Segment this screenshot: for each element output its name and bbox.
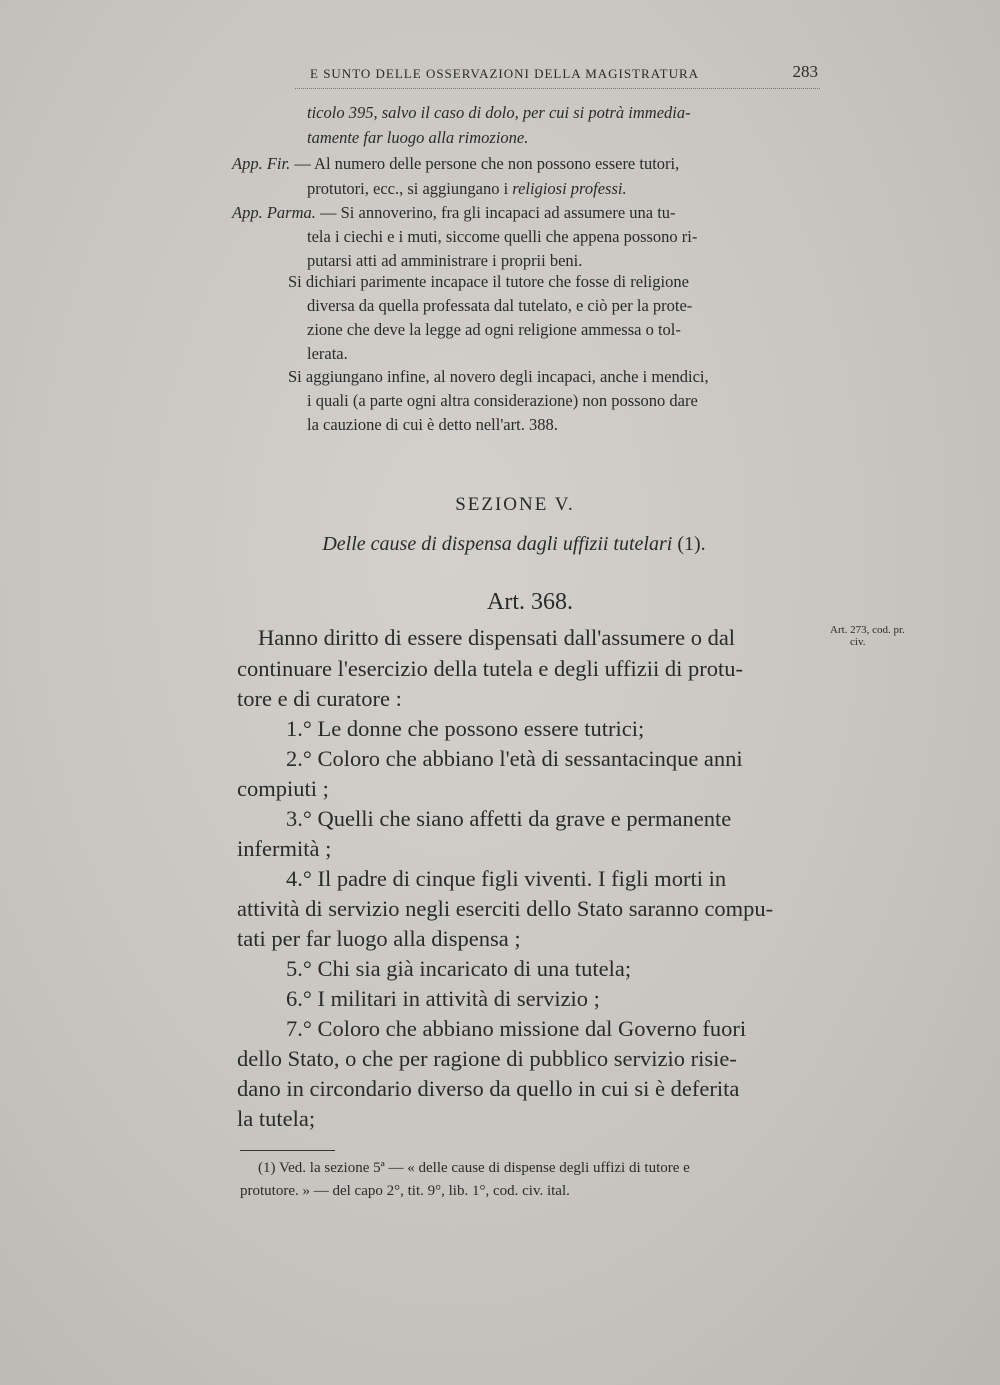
obs-fir-line-1 [232, 151, 679, 176]
footnote-rule [240, 1150, 335, 1151]
article-line: la tutela; [237, 1106, 316, 1131]
obs-p2-line-3: zione che deve la legge ad ogni religione ammessa o tol- [307, 320, 681, 339]
running-header [295, 62, 820, 89]
article-item-1: 1.° Le donne che possono essere tutrici; [286, 716, 645, 741]
article-item-5: 5.° Chi sia già incaricato di una tutela; [286, 956, 632, 981]
article-item-2: 2.° Coloro che abbiano l'età di sessantacinque anni [286, 746, 743, 771]
section-subtitle-text: Delle cause di dispensa dagli uffizii tutelari [322, 533, 673, 555]
obs-p2-line-2: diversa da quella professata dal tutelato, e ciò per la prote- [307, 296, 693, 315]
margin-ref-line-1: Art. 273, cod. pr. [830, 624, 905, 636]
article-item-4: 4.° Il padre di cinque figli viventi. I figli morti in [286, 866, 727, 891]
running-title: E SUNTO DELLE OSSERVAZIONI DELLA MAGISTRATURA [310, 66, 700, 81]
obs-p2-line-1: Si dichiari parimente incapace il tutore che fosse di religione [288, 272, 689, 291]
article-line: compiuti ; [237, 776, 329, 801]
article-line: tati per far luogo alla dispensa ; [237, 926, 521, 951]
article-line: attività di servizio negli eserciti dello Stato saranno compu- [237, 896, 774, 921]
article-line: tore e di curatore : [237, 686, 402, 711]
fir-text-2: protutori, ecc., si aggiungano i [307, 179, 513, 198]
obs-parma-line-1 [232, 200, 676, 225]
page-number: 283 [792, 62, 818, 81]
article-item-7: 7.° Coloro che abbiano missione dal Governo fuori [286, 1016, 747, 1041]
article-line: continuare l'esercizio della tutela e degli uffizii di protu- [237, 656, 743, 681]
article-title: Art. 368. [487, 589, 573, 615]
obs-parma-line-3: putarsi atti ad amministrare i proprii beni. [307, 251, 583, 270]
obs-p3-line-3: la cauzione di cui è detto nell'art. 388. [307, 415, 558, 434]
fir-text-1: — Al numero delle persone che non possono essere tutori, [290, 154, 680, 173]
section-subtitle [0, 533, 1000, 556]
footnote-line-2: protutore. » — del capo 2°, tit. 9°, lib. 1°, cod. civ. ital. [240, 1183, 570, 1199]
footnote-line-1: (1) Ved. la sezione 5ª — « delle cause di dispense degli uffizi di tutore e [258, 1160, 690, 1176]
obs-line-1: ticolo 395, salvo il caso di dolo, per cui si potrà immedia- [307, 103, 691, 122]
margin-ref-line-2: civ. [850, 636, 866, 648]
obs-p3-line-1: Si aggiungano infine, al novero degli incapaci, anche i mendici, [288, 367, 709, 386]
margin-reference [830, 624, 905, 648]
fir-text-2-italic: religiosi professi. [512, 179, 627, 198]
article-item-3: 3.° Quelli che siano affetti da grave e permanente [286, 806, 732, 831]
article-item-6: 6.° I militari in attività di servizio ; [286, 986, 600, 1011]
fir-label: App. Fir. [232, 154, 291, 173]
article-line: dano in circondario diverso da quello in cui si è deferita [237, 1076, 740, 1101]
obs-p2-line-4: lerata. [307, 344, 348, 363]
article-line: dello Stato, o che per ragione di pubblico servizio risie- [237, 1046, 737, 1071]
obs-fir-line-2 [307, 176, 627, 201]
parma-label: App. Parma. [232, 203, 316, 222]
section-footnote-ref: (1). [672, 533, 706, 555]
article-line: Hanno diritto di essere dispensati dall'assumere o dal [258, 625, 736, 650]
obs-p3-line-2: i quali (a parte ogni altra considerazione) non possono dare [307, 391, 698, 410]
obs-parma-line-2: tela i ciechi e i muti, siccome quelli che appena possono ri- [307, 227, 698, 246]
obs-line-2: tamente far luogo alla rimozione. [307, 128, 529, 147]
parma-text-1: — Si annoverino, fra gli incapaci ad assumere una tu- [315, 203, 676, 222]
section-heading: SEZIONE V. [455, 494, 575, 515]
article-line: infermità ; [237, 836, 332, 861]
